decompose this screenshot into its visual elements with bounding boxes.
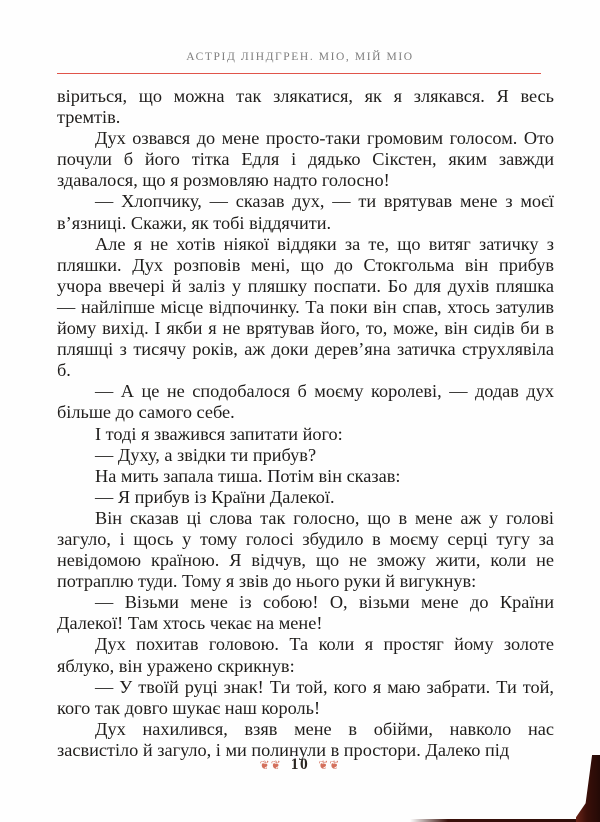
paragraph: — У твоїй руці знак! Ти той, кого я маю забрати. Ти той, кого так довго шукає наш король! — [57, 676, 554, 718]
paragraph: Дух озвався до мене просто-таки громовим голосом. Ото почули б його тітка Едля і дядько Сікстен, яким завжди здавалося, що я розмовляю надто голосно! — [57, 128, 554, 191]
paragraph: Він сказав ці слова так голосно, що в мене аж у голові загуло, і щось у тому голосі збудило в моєму серці тугу за невідомою країною. Я відчув, що не зможу жити, коли не потраплю туди. Тому я звів до нього руки й вигукнув: — [57, 507, 554, 592]
page-footer — [0, 756, 600, 774]
running-header — [0, 51, 600, 63]
footer-ornament-right-icon: ❦❦ — [318, 758, 341, 772]
paragraph: Але я не хотів ніякої віддяки за те, що витяг затичку з пляшки. Дух розповів мені, що до Стокгольма він прибув учора ввечері й заліз у пляшку поспати. Бо для духів пляшка — найліпше місце відпочинку. Та поки він спав, хтось затулив йому вихід. І якби я не врятував його, то, може, він сидів би в пляшці з тисячу років, аж доки дерев’яна затичка струхлявіла б. — [57, 233, 554, 381]
paragraph: віриться, що можна так злякатися, як я злякався. Я весь тремтів. — [57, 86, 554, 128]
page-number: 10 — [290, 756, 310, 773]
paragraph: — Хлопчику, — сказав дух, — ти врятував мене з моєї в’язниці. Скажи, як тобі віддячити. — [57, 191, 554, 233]
body-text — [57, 86, 554, 761]
paragraph: Дух похитав головою. Та коли я простяг йому золоте яблуко, він уражено скрикнув: — [57, 634, 554, 676]
paragraph: — А це не сподобалося б моєму королеві, — додав дух більше до самого себе. — [57, 381, 554, 423]
header-rule — [57, 73, 541, 74]
footer-ornament-left-icon: ❦❦ — [259, 758, 282, 772]
paragraph: І тоді я зважився запитати його: — [95, 423, 343, 444]
paragraph: — Я прибув із Країни Далекої. — [95, 486, 335, 507]
paragraph: Дух нахилився, взяв мене в обійми, навколо нас засвистіло й загуло, і ми полинули в простори. Далеко під — [57, 718, 554, 760]
paragraph: — Візьми мене із собою! О, візьми мене до Країни Далекої! Там хтось чекає на мене! — [57, 592, 554, 634]
paragraph: — Духу, а звідки ти прибув? — [95, 444, 317, 465]
running-header-title: АСТРІД ЛІНДГРЕН. МІО, МІЙ МІО — [186, 51, 414, 63]
paragraph: На мить запала тиша. Потім він сказав: — [95, 465, 401, 486]
